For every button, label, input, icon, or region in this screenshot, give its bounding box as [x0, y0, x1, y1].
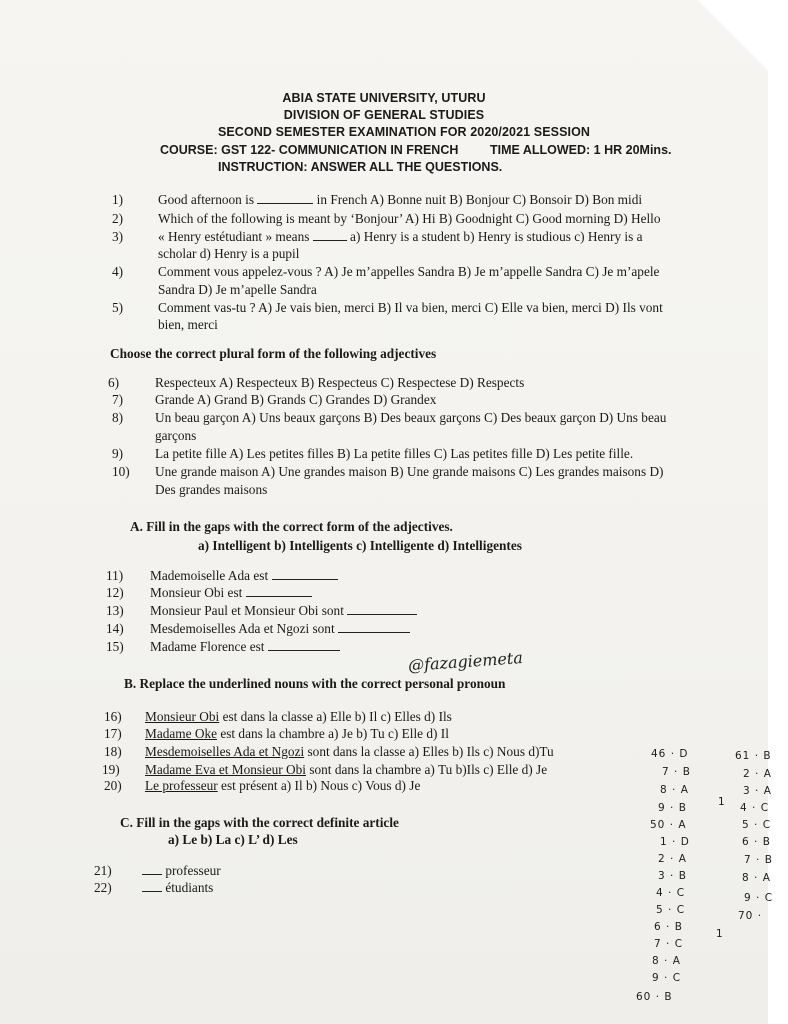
section-c-options: a) Le b) La c) L’ d) Les: [168, 832, 298, 847]
division-name: DIVISION OF GENERAL STUDIES: [283, 108, 485, 122]
course-title: COURSE: GST 122- COMMUNICATION IN FRENCH: [160, 143, 459, 157]
stray-mark-2: 1: [716, 928, 724, 940]
exam-paper: ABIA STATE UNIVERSITY, UTURU DIVISION OF GENERAL STUDIES SECOND SEMESTER EXAMINATION FOR 2020/2021 SESSION COURSE: GST 122- COMMUNICATION IN FRENCH TIME ALLOWED: 1 HR 20Mins. INSTRUCTION: ANSWER ALL THE QUESTIONS. 1) Good afternoon is in French A) Bonne nuit B) Bonjour C) Bonsoir D) Bon midi 2) Which of the following is meant by ‘Bonjour’ A) Hi B) Goodnight C) Good morning D) Hello 3) « Henry estétudiant » means a) Henry is a student b) Henry is studious c) Henry is a scholar d) Henry is a pupil 4) Comment vous appelez-vous ? A) Je m’appelles Sandra B) Je m’appelle Sandra C) Je m’apele Sandra D) Je m’apelle Sandra 5) Comment vas-tu ? A) Je vais bien, merci B) Il va bien, merci C) Elle va bien, merci D) Ils vont bien, merci Choose the correct plural form of the following adjectives 6) Respecteux A) Respecteux B) Respecteus C) Respectese D) Respects 7) Grande A) Grand B) Grands C) Grandes D) Grandex 8) Un beau garçon A) Uns beaux garçons B) Des beaux garçons C) Des beaux garçon D) Uns beau garçons 9) La petite fille A) Les petites filles B) La petite filles C) Las petites fille D) Les petite fille. 10) Une grande maison A) Une grandes maison B) Une grande maisons C) Les grandes maisons D) Des grandes maisons A. Fill in the gaps with the correct form of the adjectives. a) Intelligent b) Intelligents c) Intelligente d) Intelligentes 11) Mademoiselle Ada est 12) Monsieur Obi est 13) Monsieur Paul et Monsieur Obi sont 14) Mesdemoiselles Ada et Ngozi sont 15) Madame Florence est @fazagiemeta B. Replace the underlined nouns with the correct personal pronoun 16) Monsieur Obi est dans la classe a) Elle b) Il c) Elles d) Ils 17) Madame Oke est dans la chambre a) Je b) Tu c) Elle d) Il 18) Mesdemoiselles Ada et Ngozi sont dans la classe a) Elles b) Ils c) Nous d)Tu 19) Madame Eva et Monsieur Obi sont dans la chambre a) Tu b)Ils c) Elle d) Je 20) Le professeur est présent a) Il b) Nous c) Vous d) Je C. Fill in the gaps with the correct definite article a) Le b) La c) L’ d) Les 21) professeur 22) étudiants 46 · D 7 · B 8 · A 9 · B 50 · A 1 · D 2 · A 3 · B 4 · C 5 · C 6 · B 7 · C 8 · A 9 · C 60 · B 61 · B 2 · A 3 · A 4 · C 5 · C 6 · B 7 · B 8 · A 9 · C 70 · 1 1: [0, 0, 768, 1024]
section-b-title: B. Replace the underlined nouns with the correct personal pronoun: [124, 676, 506, 691]
watermark-signature: @fazagiemeta: [407, 648, 524, 675]
exam-title: SECOND SEMESTER EXAMINATION FOR 2020/2021 SESSION: [217, 125, 591, 139]
section-a-options: a) Intelligent b) Intelligents c) Intelligente d) Intelligentes: [198, 538, 522, 553]
instruction: INSTRUCTION: ANSWER ALL THE QUESTIONS.: [218, 160, 503, 174]
page-corner-fold: [698, 0, 768, 70]
time-allowed: TIME ALLOWED: 1 HR 20Mins.: [490, 143, 672, 157]
university-name: ABIA STATE UNIVERSITY, UTURU: [282, 91, 486, 105]
section-a-title: A. Fill in the gaps with the correct form of the adjectives.: [130, 519, 453, 534]
stray-mark-1: 1: [718, 796, 726, 808]
section-c-title: C. Fill in the gaps with the correct definite article: [120, 815, 399, 830]
plural-heading: Choose the correct plural form of the following adjectives: [110, 346, 437, 361]
